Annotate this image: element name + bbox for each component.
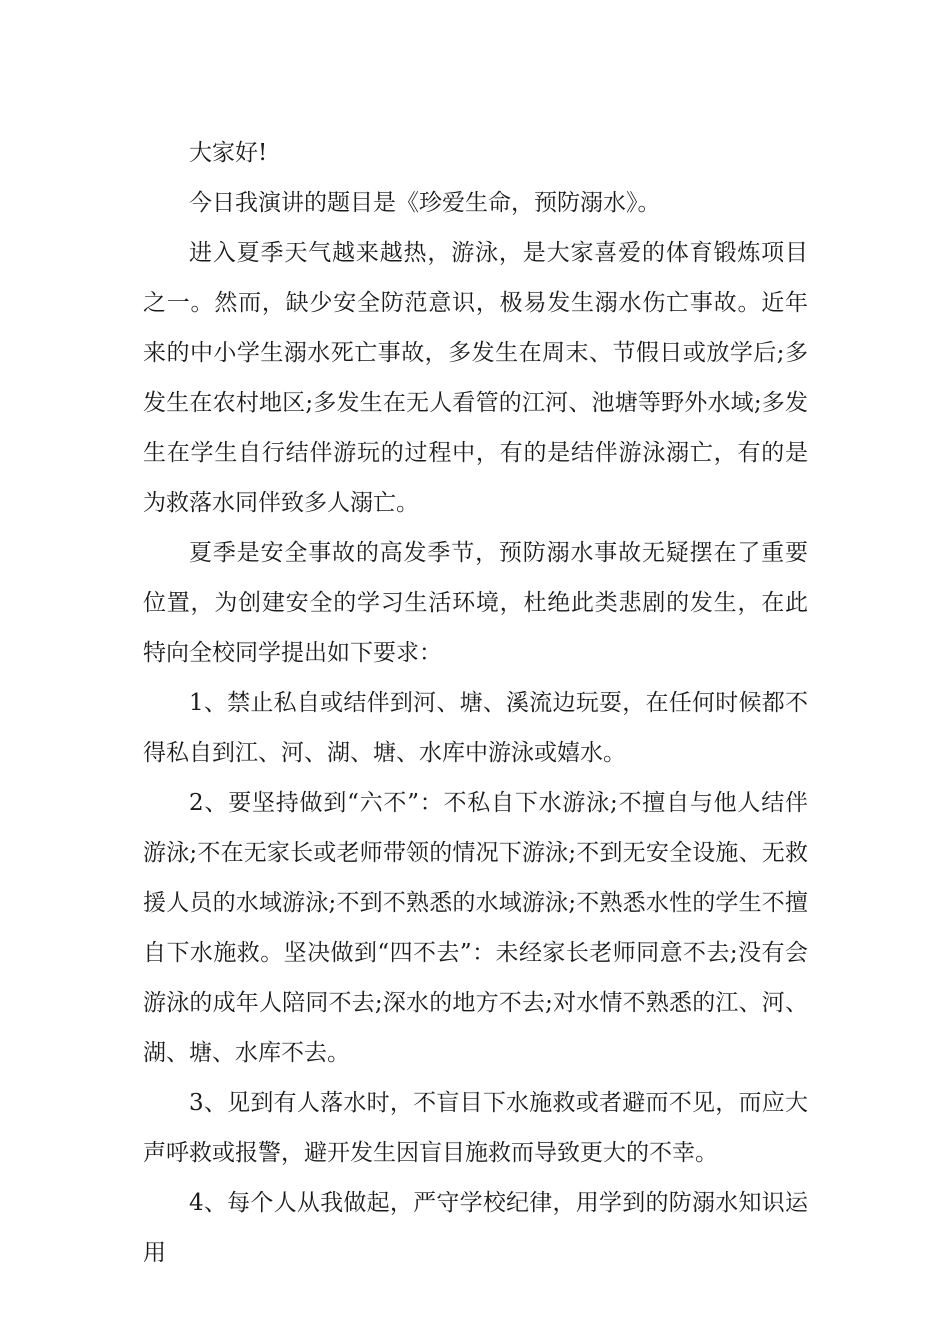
paragraph-rule-2: 2、要坚持做到“六不”：不私自下水游泳;不擅自与他人结伴游泳;不在无家长或老师带领的情况下游泳;不到无安全设施、无救援人员的水域游泳;不到不熟悉的水域游泳;不熟悉水性的学生不擅自下水施救。坚决做到“四不去”：未经家长老师同意不去;没有会游泳的成年人陪同不去;深水的地方不去;对水情不熟悉的江、河、湖、塘、水库不去。 (143, 790, 808, 1066)
paragraph-rule-1: 1、禁止私自或结伴到河、塘、溪流边玩耍，在任何时候都不得私自到江、河、湖、塘、水库中游泳或嬉水。 (143, 690, 808, 766)
paragraph-rule-4: 4、每个人从我做起，严守学校纪律，用学到的防溺水知识运用 (143, 1190, 808, 1266)
paragraph-requirements-intro: 夏季是安全事故的高发季节，预防溺水事故无疑摆在了重要位置，为创建安全的学习生活环境，杜绝此类悲剧的发生，在此特向全校同学提出如下要求： (143, 540, 808, 666)
paragraph-greeting: 大家好! (189, 140, 268, 166)
speech-body (143, 128, 808, 1278)
paragraph-background: 进入夏季天气越来越热，游泳，是大家喜爱的体育锻炼项目之一。然而，缺少安全防范意识，极易发生溺水伤亡事故。近年来的中小学生溺水死亡事故，多发生在周末、节假日或放学后;多发生在农村地区;多发生在无人看管的江河、池塘等野外水域;多发生在学生自行结伴游玩的过程中，有的是结伴游泳溺亡，有的是为救落水同伴致多人溺亡。 (143, 240, 808, 516)
paragraph-rule-3: 3、见到有人落水时，不盲目下水施救或者避而不见，而应大声呼救或报警，避开发生因盲目施救而导致更大的不幸。 (143, 1090, 808, 1166)
paragraph-title-intro: 今日我演讲的题目是《珍爱生命，预防溺水》。 (189, 190, 661, 216)
